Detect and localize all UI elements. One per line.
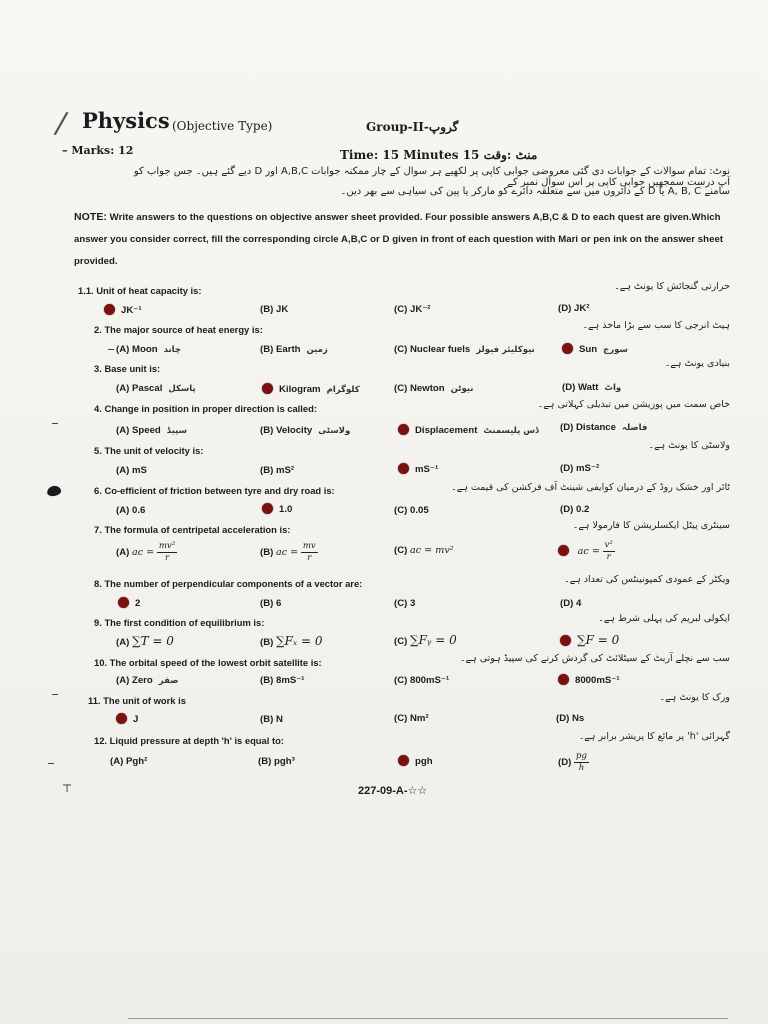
q6-option-d[interactable] xyxy=(560,504,589,515)
question-text: Unit of heat capacity is: xyxy=(96,285,202,296)
option-text: (D) mS⁻² xyxy=(560,463,600,474)
urdu-instruction-line-1: نوٹ: تمام سوالات کے جوابات دی گئی معروضی جوابی کاپی پر لکھیے ہر سوال کے چار ممکنہ جوابات A,B,C اور D دیے گئے ہیں۔ جس جواب کو آپ درست سمجھیں جوابی کاپی پر اس سوال نمبر کے xyxy=(133,166,730,188)
filled-answer-bubble xyxy=(560,635,571,646)
formula-fraction xyxy=(157,541,177,564)
q9-option-b[interactable] xyxy=(260,634,322,648)
q10-option-c[interactable] xyxy=(394,675,449,686)
q6-option-c[interactable] xyxy=(394,505,429,516)
pen-tick-mark: ⊤ xyxy=(62,782,73,795)
q10-option-d[interactable] xyxy=(558,674,620,686)
pen-mark: / xyxy=(52,105,70,142)
group-label: Group-II-گروپ xyxy=(366,120,459,134)
question-number: 6. xyxy=(94,485,102,496)
option-label: (B) xyxy=(260,547,274,559)
q5-option-c[interactable] xyxy=(398,463,438,475)
filled-answer-bubble xyxy=(398,424,409,435)
question-8-urdu: ویکٹر کے عمودی کمپونینٹس کی تعداد ہے۔ xyxy=(564,574,730,585)
option-text: (B) 6 xyxy=(260,598,282,609)
option-text: J xyxy=(133,714,139,725)
q9-option-a[interactable] xyxy=(116,634,174,648)
option-urdu: پاسکل xyxy=(168,384,196,394)
q1-option-b[interactable] xyxy=(260,304,288,315)
option-text: 2 xyxy=(135,598,141,609)
q3-option-b[interactable] xyxy=(262,383,360,395)
option-text: (B) Velocity xyxy=(260,425,313,436)
question-number: 3. xyxy=(94,363,102,374)
filled-answer-bubble xyxy=(398,755,409,766)
option-text: (D) JK² xyxy=(558,303,590,314)
q5-option-a[interactable] xyxy=(116,465,147,476)
q10-option-b[interactable] xyxy=(260,675,305,686)
marks-label: – Marks: 12 xyxy=(62,144,134,157)
formula: ac = mv² xyxy=(410,545,454,556)
option-text: (D) Distance xyxy=(560,422,616,433)
question-number: 4. xyxy=(94,403,102,414)
q4-option-b[interactable] xyxy=(260,425,350,436)
formula: ∑T = 0 xyxy=(132,634,174,648)
fraction-denominator: r xyxy=(606,552,611,562)
option-text: (A) Pascal xyxy=(116,383,163,394)
option-text: (B) mS² xyxy=(260,465,295,476)
q3-option-a[interactable] xyxy=(116,383,196,394)
option-text: JK⁻¹ xyxy=(121,305,142,316)
formula: ∑F = 0 xyxy=(577,633,620,647)
question-12-urdu: گہرائی 'h' پر مائع کا پریشر برابر ہے۔ xyxy=(578,731,730,742)
question-7-urdu: سینٹری پیٹل ایکسلریشن کا فارمولا ہے۔ xyxy=(572,520,730,531)
question-number: 5. xyxy=(94,445,102,456)
question-9-urdu: ایکولی لبریم کی پہلی شرط ہے۔ xyxy=(598,613,730,624)
question-text: Base unit is: xyxy=(104,363,161,374)
paper-type: (Objective Type) xyxy=(172,119,273,133)
question-text: Liquid pressure at depth 'h' is equal to: xyxy=(109,735,284,746)
q8-option-c[interactable] xyxy=(394,598,415,609)
question-8 xyxy=(94,578,362,589)
question-2 xyxy=(94,324,263,335)
urdu-instruction-line-2: سامنے A, B, C یا D کے دائروں میں سے متعلقہ دائرے کو مارکر یا پین کی سیاہی سے بھر دیں۔ xyxy=(340,186,730,197)
option-text: (A) Speed xyxy=(116,425,161,436)
option-text: (C) JK⁻² xyxy=(394,304,431,315)
option-urdu: فاصلہ xyxy=(621,423,648,433)
option-text: (C) 3 xyxy=(394,598,416,609)
filled-answer-bubble xyxy=(558,545,569,556)
option-text: (C) Nm² xyxy=(394,713,429,724)
q12-option-b[interactable] xyxy=(258,756,295,767)
option-text: mS⁻¹ xyxy=(415,464,439,475)
option-urdu: چاند xyxy=(163,345,181,355)
question-text: Change in position in proper direction is called: xyxy=(104,403,317,414)
formula-fraction xyxy=(301,541,318,564)
option-urdu: ولاسٹی xyxy=(318,426,351,436)
fraction-denominator: r xyxy=(307,553,312,563)
q1-option-c[interactable] xyxy=(394,304,431,315)
option-text: (D) Ns xyxy=(556,713,585,724)
option-text: (B) 8mS⁻¹ xyxy=(260,675,305,686)
page-bottom-edge xyxy=(128,1018,728,1019)
question-text: Co-efficient of friction between tyre and dry road is: xyxy=(104,485,335,496)
question-3 xyxy=(94,363,160,374)
option-text: pgh xyxy=(415,756,433,767)
formula-fraction xyxy=(574,751,589,774)
time-label: Time: 15 Minutes 15 منٹ :وقت xyxy=(340,148,538,162)
q12-option-c[interactable] xyxy=(398,755,433,767)
formula-lhs: ac = xyxy=(276,547,299,559)
question-1 xyxy=(78,285,201,296)
question-text: The unit of work is xyxy=(103,695,186,706)
q7-option-c[interactable] xyxy=(394,545,454,556)
question-10 xyxy=(94,657,322,668)
question-4 xyxy=(94,403,317,414)
option-urdu: نیوکلیئر فیولز xyxy=(476,345,535,355)
question-12 xyxy=(94,735,284,746)
option-text: Sun xyxy=(579,344,598,355)
fraction-numerator: v² xyxy=(604,540,613,550)
formula: ∑Fₓ = 0 xyxy=(276,634,323,648)
q5-option-d[interactable] xyxy=(560,463,599,474)
q7-option-a[interactable] xyxy=(116,541,177,564)
option-text: (D) 4 xyxy=(560,598,582,609)
formula-lhs: ac = xyxy=(577,546,600,558)
question-text: The unit of velocity is: xyxy=(104,445,204,456)
q11-option-d[interactable] xyxy=(556,713,584,724)
question-6 xyxy=(94,485,335,496)
note-text: Write answers to the questions on objective answer sheet provided. Four possible answers A,B,C & D to each quest are given.Which answer you consider correct, fill the corresponding circle A,B,C or D given in front of each question with Mari or pen ink on the answer sheet provided. xyxy=(74,212,724,267)
option-text: 1.0 xyxy=(279,504,293,515)
filled-answer-bubble xyxy=(558,674,569,685)
question-4-urdu: خاص سمت میں پوزیشن میں تبدیلی کہلاتی ہے۔ xyxy=(537,399,730,410)
option-text: (A) 0.6 xyxy=(116,505,146,516)
question-number: 8. xyxy=(94,578,102,589)
filled-answer-bubble xyxy=(262,503,273,514)
option-text: (A) mS xyxy=(116,465,147,476)
option-label: (A) xyxy=(116,547,130,559)
q3-option-d[interactable] xyxy=(562,382,621,393)
fraction-denominator: r xyxy=(164,553,170,563)
fraction-numerator: mv xyxy=(302,541,316,551)
filled-answer-bubble xyxy=(562,343,573,354)
filled-answer-bubble xyxy=(116,713,127,724)
option-urdu: کلوگرام xyxy=(326,385,360,395)
option-text: (D) Watt xyxy=(562,382,599,393)
question-3-urdu: بنیادی یونٹ ہے۔ xyxy=(664,358,730,369)
q11-option-c[interactable] xyxy=(394,713,429,724)
q7-option-d[interactable] xyxy=(558,540,615,563)
option-text: (C) 0.05 xyxy=(394,505,429,516)
question-5 xyxy=(94,445,203,456)
q11-option-a[interactable] xyxy=(116,713,138,725)
option-urdu: نیوٹن xyxy=(450,384,474,394)
option-text: (C) Nuclear fuels xyxy=(394,344,471,355)
q3-option-c[interactable] xyxy=(394,383,473,394)
q11-option-b[interactable] xyxy=(260,714,283,725)
formula-fraction xyxy=(603,540,615,563)
option-urdu: زمین xyxy=(306,345,328,355)
option-text: (B) JK xyxy=(260,304,289,315)
question-number: 11. xyxy=(88,695,101,706)
q12-option-a[interactable] xyxy=(110,756,147,767)
question-number: 2. xyxy=(94,324,102,335)
option-label: (C) xyxy=(394,545,408,556)
q9-option-d[interactable] xyxy=(560,633,619,647)
q8-option-d[interactable] xyxy=(560,598,581,609)
page-title: Physics xyxy=(82,108,170,133)
q4-option-a[interactable] xyxy=(116,425,187,436)
option-text: (A) Moon xyxy=(116,344,158,355)
option-label: (A) xyxy=(116,637,130,648)
option-text: 8000mS⁻¹ xyxy=(575,675,620,686)
note-paragraph xyxy=(74,206,734,273)
option-label: (B) xyxy=(260,637,274,648)
option-text: (B) pgh³ xyxy=(258,756,295,767)
question-7 xyxy=(94,524,290,535)
q2-option-b[interactable] xyxy=(260,344,328,355)
option-urdu: ڈس پلیسمنٹ xyxy=(483,426,539,436)
q7-option-b[interactable] xyxy=(260,541,318,564)
q6-option-b[interactable] xyxy=(262,503,292,515)
option-label: (C) xyxy=(394,636,408,647)
option-text: (A) Zero xyxy=(116,675,153,686)
filled-answer-bubble xyxy=(104,304,115,315)
question-number: 10. xyxy=(94,657,108,668)
option-urdu: سپیڈ xyxy=(166,426,187,436)
option-text: (C) 800mS⁻¹ xyxy=(394,675,450,686)
option-text: (B) Earth xyxy=(260,344,301,355)
margin-mark xyxy=(52,423,58,424)
filled-answer-bubble xyxy=(118,597,129,608)
question-1-urdu: حرارتی گنجائش کا یونٹ ہے۔ xyxy=(614,281,730,292)
option-text: (D) 0.2 xyxy=(560,504,590,515)
note-label: NOTE: xyxy=(74,211,107,223)
question-9 xyxy=(94,617,264,628)
question-number: 12. xyxy=(94,735,108,746)
option-text: Kilogram xyxy=(279,384,321,395)
option-text: (A) Pgh² xyxy=(110,756,148,767)
option-urdu: واٹ xyxy=(604,383,622,393)
q12-option-d[interactable] xyxy=(558,751,589,774)
question-11 xyxy=(88,695,186,706)
q9-option-c[interactable] xyxy=(394,633,457,647)
option-urdu: سورج xyxy=(603,345,628,355)
q2-option-c[interactable] xyxy=(394,344,535,355)
option-text: (C) Newton xyxy=(394,383,445,394)
formula-lhs: ac = xyxy=(132,547,155,559)
fraction-numerator: mv² xyxy=(158,541,176,551)
q8-option-b[interactable] xyxy=(260,598,281,609)
question-text: The number of perpendicular components of a vector are: xyxy=(104,578,363,589)
q2-option-d[interactable] xyxy=(562,343,628,355)
q4-option-d[interactable] xyxy=(560,422,647,433)
margin-mark xyxy=(52,694,58,695)
filled-answer-bubble xyxy=(398,463,409,474)
margin-mark xyxy=(48,763,54,764)
q5-option-b[interactable] xyxy=(260,465,294,476)
question-5-urdu: ولاسٹی کا یونٹ ہے۔ xyxy=(648,440,730,451)
question-text: The major source of heat energy is: xyxy=(104,324,263,335)
question-number: 1.1. xyxy=(78,285,94,296)
paper-code: 227-09-A-☆☆ xyxy=(358,785,428,797)
q8-option-a[interactable] xyxy=(118,597,140,609)
question-11-urdu: ورک کا یونٹ ہے۔ xyxy=(659,692,730,703)
q1-option-d[interactable] xyxy=(558,303,589,314)
question-text: The formula of centripetal acceleration is: xyxy=(104,524,291,535)
q10-option-a[interactable] xyxy=(116,675,178,686)
option-label: (D) xyxy=(558,757,572,769)
formula: ∑Fᵧ = 0 xyxy=(410,633,457,647)
q2-option-a[interactable] xyxy=(116,344,181,355)
question-6-urdu: ٹائر اور خشک روڈ کے درمیان کوایفی شینٹ آف فرکشن کی قیمت ہے۔ xyxy=(451,482,730,493)
question-2-urdu: ہیٹ انرجی کا سب سے بڑا ماخذ ہے۔ xyxy=(582,320,730,331)
q4-option-c[interactable] xyxy=(398,424,539,436)
pen-arrow-mark xyxy=(46,485,62,498)
fraction-denominator: h xyxy=(578,763,585,773)
q1-option-a[interactable] xyxy=(104,304,142,316)
option-text: (B) N xyxy=(260,714,283,725)
question-text: The orbital speed of the lowest orbit satellite is: xyxy=(109,657,322,668)
question-10-urdu: سب سے نچلے آربٹ کے سیٹلائٹ کی گردش کرنے کی سپیڈ ہوتی ہے۔ xyxy=(459,653,730,664)
option-urdu: صفر xyxy=(158,676,179,686)
question-number: 9. xyxy=(94,617,102,628)
fraction-numerator: pg xyxy=(576,751,587,761)
question-number: 7. xyxy=(94,524,102,535)
filled-answer-bubble xyxy=(262,383,273,394)
q6-option-a[interactable] xyxy=(116,505,145,516)
question-text: The first condition of equilibrium is: xyxy=(104,617,265,628)
margin-mark xyxy=(108,349,114,350)
option-text: Displacement xyxy=(415,425,478,436)
